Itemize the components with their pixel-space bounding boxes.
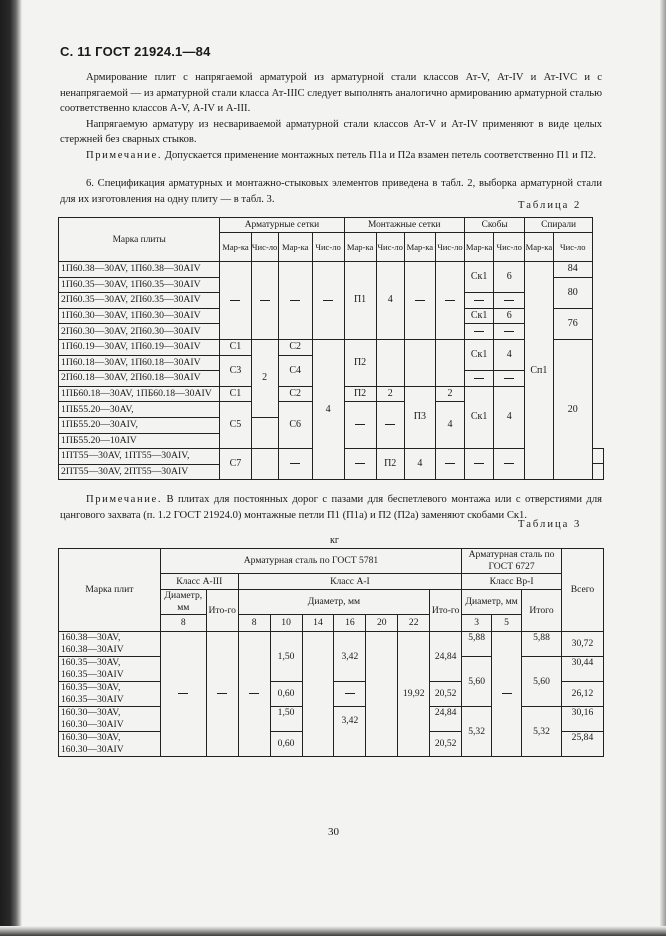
table-row-mark: 1ПБ60.18—30AV, 1ПБ60.18—30AIV — [59, 386, 220, 402]
cell-value: 0,60 — [270, 732, 302, 757]
itogo-bp1: Итого — [522, 590, 562, 632]
cell-spiral-mark: Сп1 — [525, 262, 553, 480]
class-a1: Класс А-I — [238, 574, 461, 590]
table-row-mark: 1П60.35—30AV, 1П60.35—30AIV — [59, 277, 220, 293]
page-number: 30 — [328, 826, 339, 838]
cell-total: 26,12 — [561, 682, 603, 707]
table-row-mark: 1П60.30—30AV, 1П60.30—30AIV — [59, 308, 220, 324]
cell-spiral-count: 80 — [553, 277, 592, 308]
note-1-text: Допускается применение монтажных петель П1а и П2а взамен петель соответственно П1 и П2. — [164, 150, 597, 161]
cell-value: 5,60 — [522, 657, 562, 707]
cell-total: 30,16 — [561, 707, 603, 732]
diam-16: 16 — [334, 615, 366, 632]
table-row-mark: 1ПБ55.20—30AV, — [59, 402, 220, 418]
col-mark-plate: Марка плит — [59, 549, 161, 632]
cell-value: 5,60 — [462, 657, 492, 707]
scan-right-edge — [660, 0, 666, 936]
cell-mount-mark: П2 — [344, 386, 376, 402]
cell-bracket-mark: Ск1 — [465, 339, 494, 370]
cell-mount-mark: П1 — [344, 262, 376, 340]
cell-mount-count: 4 — [435, 402, 464, 449]
table-row-mark: 1П60.18—30AV, 1П60.18—30AIV — [59, 355, 220, 371]
cell-mount-count: 2 — [376, 386, 404, 402]
cell-mount-mark: П3 — [404, 386, 435, 448]
cell-value: 1,50 — [270, 707, 302, 732]
diam-bp1: Диаметр, мм — [462, 590, 522, 615]
cell-mesh-mark: С2 — [278, 339, 312, 355]
sub-marka: Мар-ка — [465, 233, 494, 262]
cell-mesh-mark: С1 — [220, 386, 251, 402]
table-row-mark: 1П60.38—30AV, 1П60.38—30AIV — [59, 262, 220, 278]
cell-spiral-count: 76 — [553, 308, 592, 339]
paragraph-1: Армирование плит с напрягаемой арматурой из арматурной стали классов Ат-V, Ат-IV и Ат-IVC и с ненапрягаемой — из арматурной стали класса Ат-IIIС следует выполнять аналогично армированию арматурной сталью соответственно классов А-V, А-IV и А-III. — [60, 72, 602, 115]
cell-value: 5,32 — [522, 707, 562, 757]
cell-value: 3,42 — [334, 632, 366, 682]
table-3 — [58, 548, 604, 757]
sub-marka: Мар-ка — [278, 233, 312, 262]
scan-bottom-edge — [0, 926, 666, 936]
cell-mount-mark: П2 — [344, 339, 376, 386]
cell-mesh-mark: С3 — [220, 355, 251, 386]
table-row-mark: 1П60.19—30AV, 1П60.19—30AIV — [59, 339, 220, 355]
cell-value: 24,84 — [430, 707, 462, 732]
class-a3: Класс А-III — [160, 574, 238, 590]
note-2-label: Примечание. — [86, 494, 163, 505]
diam-3: 3 — [462, 615, 492, 632]
cell-mount-count: 4 — [404, 449, 435, 480]
sub-marka: Мар-ка — [404, 233, 435, 262]
table-row-mark: 1ПБ55.20—10AIV — [59, 433, 220, 449]
itogo-a3: Ито-го — [206, 590, 238, 632]
cell-mesh-mark: С7 — [220, 449, 251, 480]
itogo-a1: Ито-го — [430, 590, 462, 632]
table-row-mark: 2П60.35—30AV, 2П60.35—30AIV — [59, 293, 220, 309]
diam-8: 8 — [160, 615, 206, 632]
sub-chislo: Чис-ло — [376, 233, 404, 262]
table-2-caption: Таблица 2 — [518, 200, 582, 211]
cell-mesh-mark: С5 — [220, 402, 251, 449]
cell-bracket-count: 4 — [494, 386, 525, 448]
note-1-label: Примечание. — [86, 150, 163, 161]
cell-total: 30,72 — [561, 632, 603, 657]
paragraph-2: Напрягаемую арматуру из несвариваемой арматурной стали классов Ат-V и Ат-IV применяют в виде целых стержней без сварных стыков. — [60, 118, 602, 146]
cell-mesh-mark: С1 — [220, 339, 251, 355]
col-mark-plate: Марка плиты — [59, 218, 220, 262]
cell-bracket-count: 6 — [494, 308, 525, 324]
cell-mesh-count: 2 — [251, 339, 278, 417]
sub-chislo: Чис-ло — [435, 233, 464, 262]
table-row-mark: 160.35—30AV, 160.35—30AIV — [59, 657, 161, 682]
paragraph-6-text: 6. Спецификация арматурных и монтажно-стыковых элементов приведена в табл. 2, выборка арматурной стали для их изготовления на одну плиту — в табл. 3. — [60, 178, 602, 205]
diam-20: 20 — [366, 615, 398, 632]
cell-value: 5,88 — [522, 632, 562, 657]
diam-a1: Диаметр, мм — [238, 590, 429, 615]
group-mount-mesh: Монтажные сетки — [344, 218, 464, 233]
page-header: С. 11 ГОСТ 21924.1—84 — [60, 44, 211, 59]
group-gost-5781: Арматурная сталь по ГОСТ 5781 — [160, 549, 461, 574]
table-row-mark: 160.30—30AV, 160.30—30AIV — [59, 707, 161, 732]
note-2-text: В плитах для постоянных дорог с пазами для беспетлевого монтажа или с отверстиями для цангового захвата (п. 1.2 ГОСТ 21924.0) монтажные петли П1 (П1а) и П2 (П2а) заменяют скобами Ск1. — [60, 494, 602, 521]
diam-22: 22 — [398, 615, 430, 632]
table-row-mark: 2П60.18—30AV, 2П60.18—30AIV — [59, 371, 220, 387]
scan-binding-edge — [0, 0, 22, 936]
sub-chislo: Чис-ло — [494, 233, 525, 262]
diam-5: 5 — [492, 615, 522, 632]
group-reinf-mesh: Арматурные сетки — [220, 218, 344, 233]
cell-value: 24,84 — [430, 632, 462, 682]
sub-chislo: Чис-ло — [251, 233, 278, 262]
diam-14: 14 — [302, 615, 334, 632]
diam-10: 10 — [270, 615, 302, 632]
body-text — [60, 70, 602, 148]
sub-chislo: Чис-ло — [312, 233, 344, 262]
sub-marka: Мар-ка — [344, 233, 376, 262]
cell-value: 0,60 — [270, 682, 302, 707]
cell-value: 19,92 — [398, 632, 430, 757]
cell-mesh-count: 4 — [312, 339, 344, 479]
col-total: Всего — [561, 549, 603, 632]
class-bp1: Класс Вр-I — [462, 574, 562, 590]
cell-value: 5,88 — [462, 632, 492, 657]
sub-marka: Мар-ка — [220, 233, 251, 262]
note-1 — [60, 148, 602, 164]
cell-mount-mark: П2 — [376, 449, 404, 480]
table-row-mark: 1ПБ55.20—30AIV, — [59, 417, 220, 433]
cell-spiral-count: 84 — [553, 262, 592, 278]
cell-value: 20,52 — [430, 682, 462, 707]
table-3-caption: Таблица 3 — [518, 519, 582, 530]
diam-a3: Диаметр, мм — [160, 590, 206, 615]
table-row-mark: 160.35—30AV, 160.35—30AIV — [59, 682, 161, 707]
cell-value: 3,42 — [334, 707, 366, 757]
cell-total: 25,84 — [561, 732, 603, 757]
cell-value: 1,50 — [270, 632, 302, 682]
table-row-mark: 2П60.30—30AV, 2П60.30—30AIV — [59, 324, 220, 340]
sub-marka: Мар-ка — [525, 233, 553, 262]
sub-chislo: Чис-ло — [553, 233, 592, 262]
table-3-unit: кг — [330, 535, 339, 546]
cell-bracket-mark: Ск1 — [465, 386, 494, 448]
cell-mount-count: 2 — [435, 386, 464, 402]
cell-value: 5,32 — [462, 707, 492, 757]
cell-bracket-mark: Ск1 — [465, 308, 494, 324]
cell-mesh-mark: С2 — [278, 386, 312, 402]
cell-mesh-mark: С6 — [278, 402, 312, 449]
cell-bracket-mark: Ск1 — [465, 262, 494, 293]
cell-bracket-count: 6 — [494, 262, 525, 293]
table-2 — [58, 217, 604, 480]
table-row-mark: 160.30—30AV, 160.30—30AIV — [59, 732, 161, 757]
table-row-mark: 160.38—30AV, 160.38—30AIV — [59, 632, 161, 657]
cell-bracket-count: 4 — [494, 339, 525, 370]
diam-8: 8 — [238, 615, 270, 632]
group-spirals: Спирали — [525, 218, 593, 233]
group-gost-6727: Арматурная сталь по ГОСТ 6727 — [462, 549, 562, 574]
cell-mesh-mark: С4 — [278, 355, 312, 386]
cell-value: 20,52 — [430, 732, 462, 757]
cell-total: 30,44 — [561, 657, 603, 682]
cell-mount-count: 4 — [376, 262, 404, 340]
table-row-mark: 1ПТ55—30AV, 1ПТ55—30AIV, — [59, 449, 220, 465]
table-row-mark: 2ПТ55—30AV, 2ПТ55—30AIV — [59, 464, 220, 480]
cell-spiral-count: 20 — [553, 339, 592, 479]
group-brackets: Скобы — [465, 218, 525, 233]
